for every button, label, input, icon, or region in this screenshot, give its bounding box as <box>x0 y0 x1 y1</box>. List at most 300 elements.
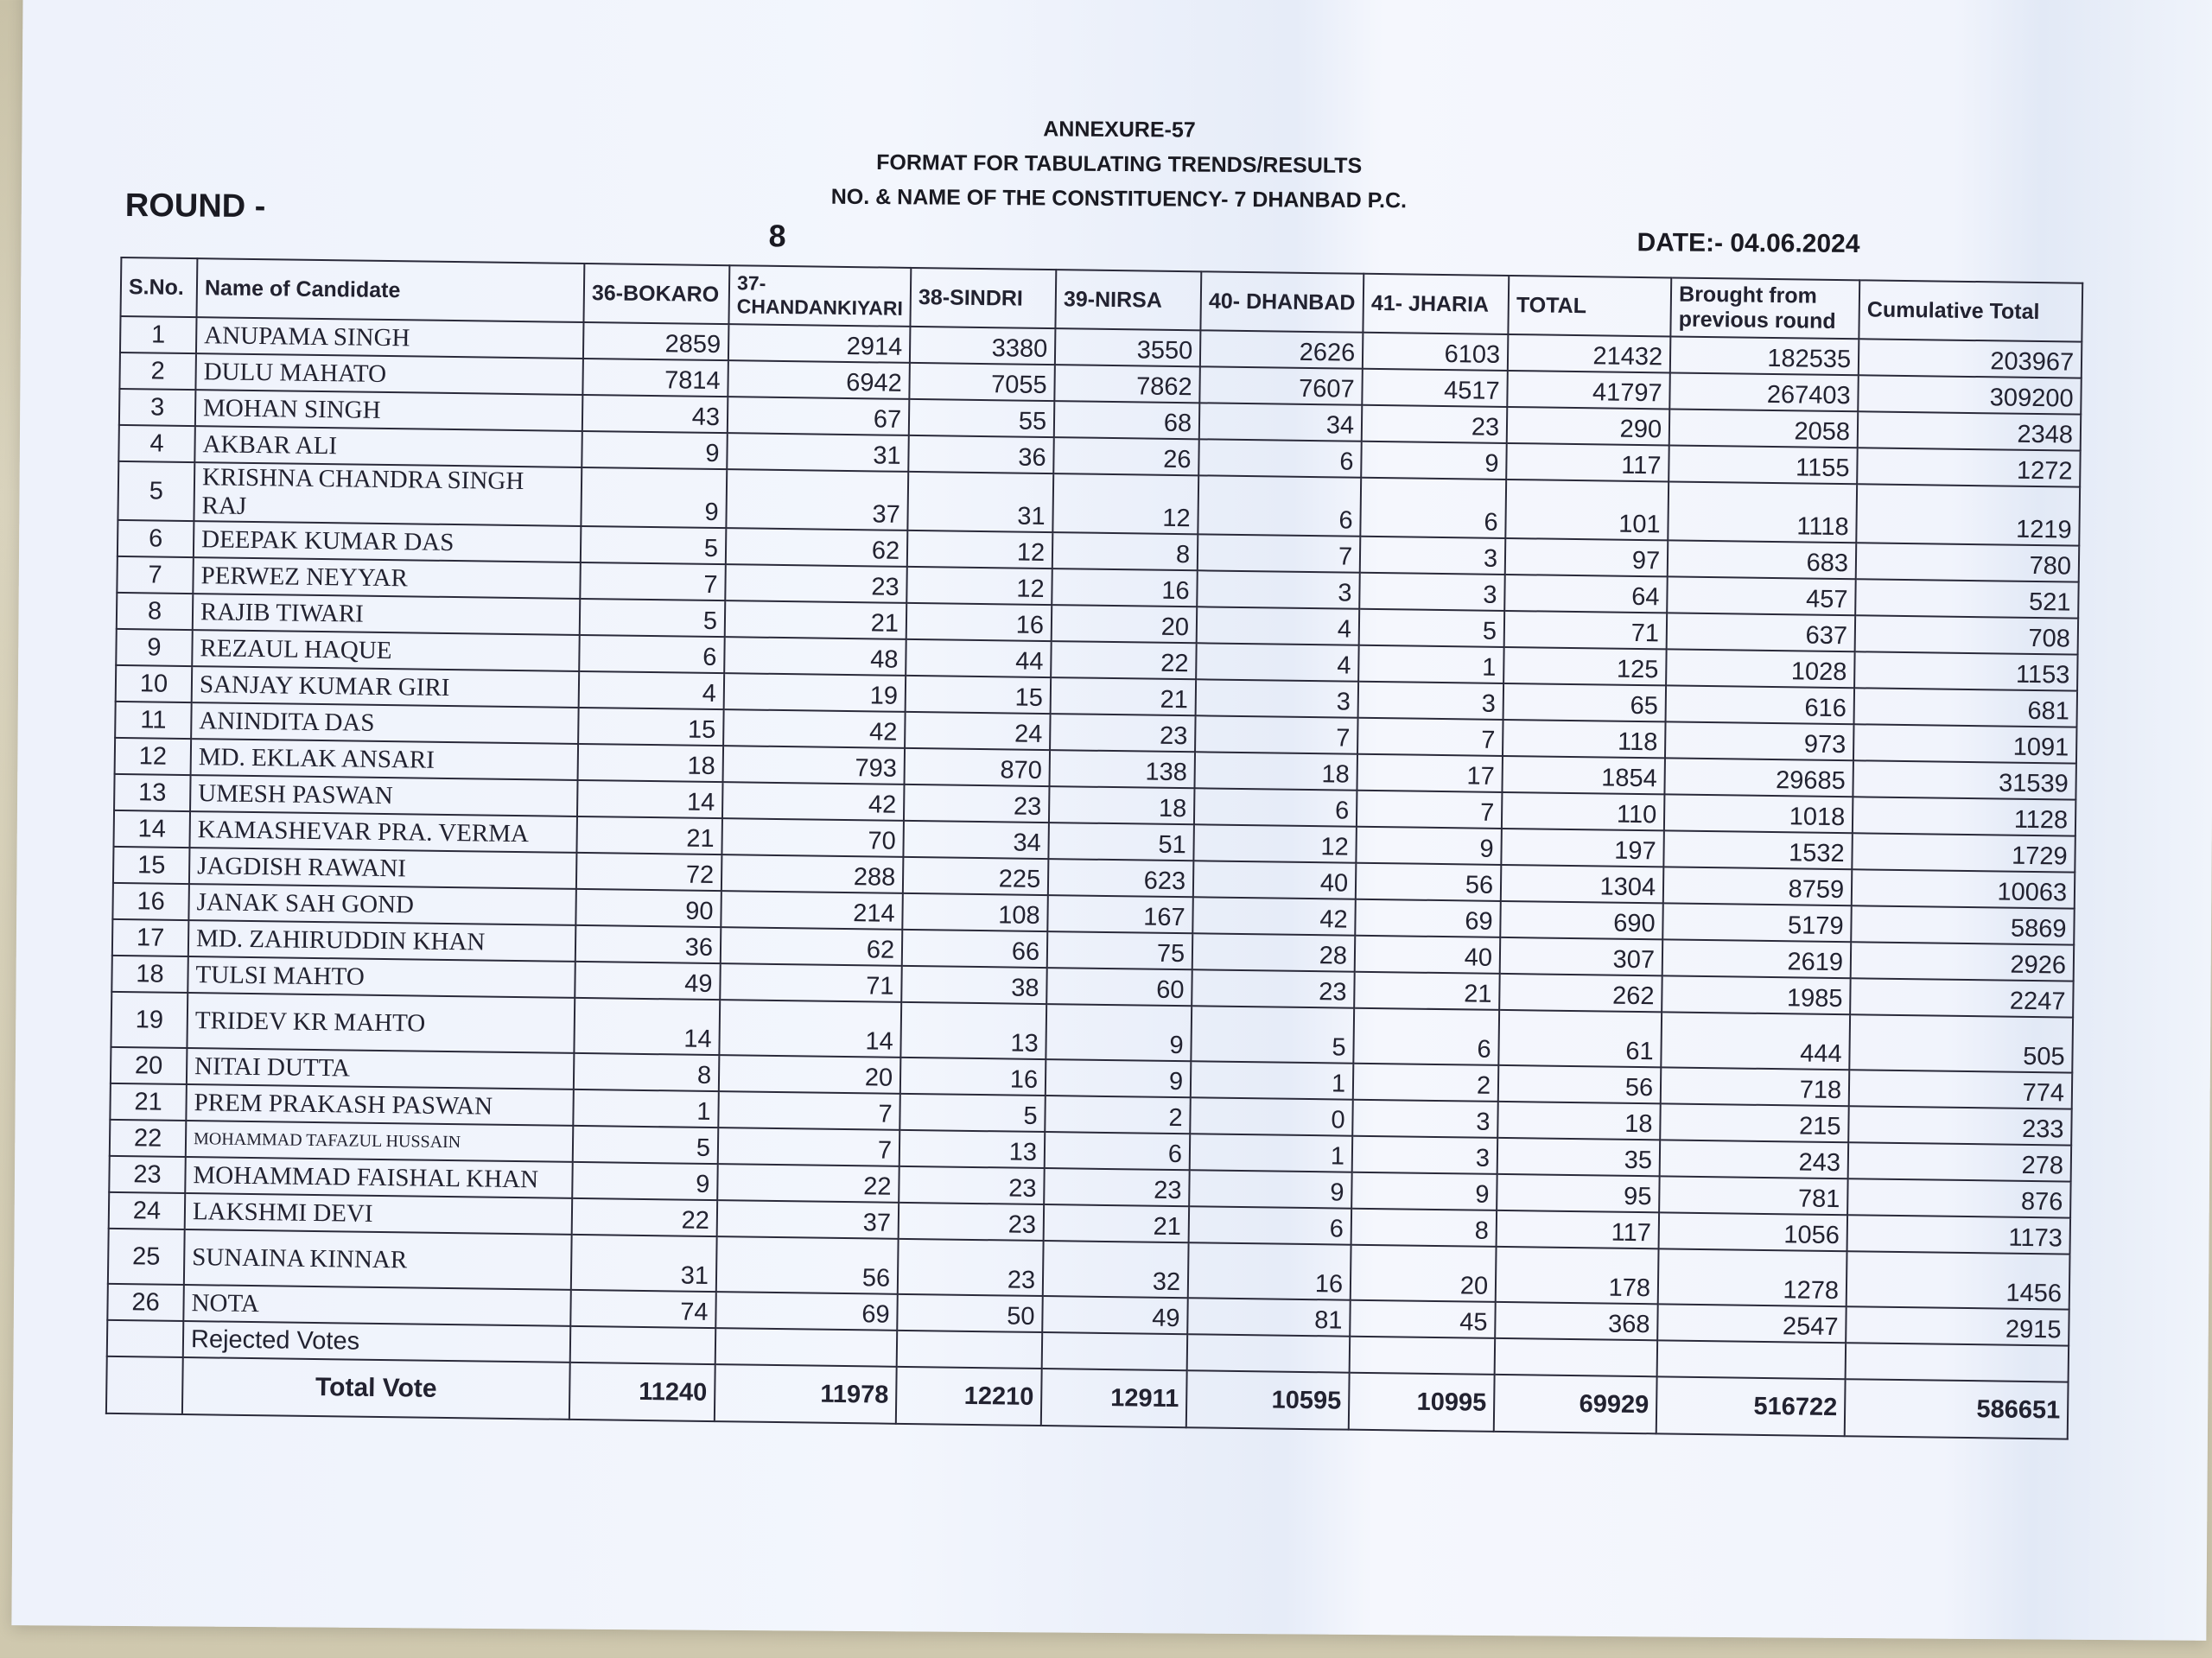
votes-brought-forward: 1028 <box>1666 649 1855 688</box>
empty-cell <box>1350 1337 1496 1375</box>
votes-nirsa: 21 <box>1051 677 1197 715</box>
votes-chandankiyari: 37 <box>717 1200 899 1239</box>
total-cumulative-total: 586651 <box>1845 1379 2069 1439</box>
votes-cumulative-total: 876 <box>1847 1178 2071 1217</box>
votes-total: 101 <box>1505 480 1669 540</box>
candidate-name: PERWEZ NEYYAR <box>193 557 581 599</box>
votes-sindri: 23 <box>904 785 1050 823</box>
total-sindri: 12210 <box>896 1367 1042 1426</box>
candidate-name: MD. ZAHIRUDDIN KHAN <box>188 920 576 962</box>
votes-nirsa: 32 <box>1043 1241 1189 1298</box>
votes-jharia: 6103 <box>1363 333 1509 371</box>
total-bokaro: 11240 <box>569 1363 715 1421</box>
votes-brought-forward: 8759 <box>1663 867 1853 905</box>
votes-nirsa: 12 <box>1052 473 1198 534</box>
votes-bokaro: 18 <box>578 744 724 782</box>
votes-cumulative-total: 1153 <box>1854 651 2078 690</box>
votes-brought-forward: 1118 <box>1668 481 1857 543</box>
votes-jharia: 69 <box>1355 899 1501 937</box>
votes-cumulative-total: 309200 <box>1858 375 2082 414</box>
votes-cumulative-total: 233 <box>1848 1106 2072 1145</box>
votes-nirsa: 18 <box>1049 786 1195 824</box>
votes-bokaro: 1 <box>573 1089 719 1128</box>
candidate-name: DEEPAK KUMAR DAS <box>194 521 582 562</box>
votes-brought-forward: 1278 <box>1658 1248 1847 1306</box>
votes-total: 41797 <box>1507 371 1670 409</box>
serial-number: 25 <box>108 1229 185 1285</box>
candidate-name: TRIDEV KR MAHTO <box>187 993 575 1053</box>
constituency-title: NO. & NAME OF THE CONSTITUENCY- 7 DHANBAD P.C. <box>830 184 1408 213</box>
votes-jharia: 2 <box>1353 1064 1499 1102</box>
votes-chandankiyari: 67 <box>728 397 910 435</box>
header-ac38: 38-SINDRI <box>911 268 1057 328</box>
votes-cumulative-total: 1729 <box>1852 833 2075 872</box>
votes-total: 117 <box>1506 443 1669 481</box>
votes-nirsa: 138 <box>1050 750 1196 788</box>
serial-number: 23 <box>109 1156 186 1193</box>
votes-chandankiyari: 42 <box>723 709 906 748</box>
votes-sindri: 31 <box>907 472 1053 532</box>
votes-sindri: 225 <box>903 857 1049 895</box>
votes-chandankiyari: 6942 <box>728 360 910 399</box>
votes-chandankiyari: 69 <box>715 1292 898 1331</box>
votes-sindri: 16 <box>906 603 1052 641</box>
votes-sindri: 870 <box>905 748 1051 786</box>
votes-total: 197 <box>1501 829 1664 867</box>
votes-bokaro: 7 <box>580 562 726 600</box>
document-header <box>22 105 2212 224</box>
votes-jharia: 21 <box>1354 972 1500 1010</box>
votes-bokaro: 43 <box>582 395 728 433</box>
candidate-name: JAGDISH RAWANI <box>189 848 577 889</box>
votes-nirsa: 20 <box>1052 605 1198 643</box>
votes-cumulative-total: 5869 <box>1851 905 2075 944</box>
votes-sindri: 66 <box>902 930 1048 968</box>
votes-brought-forward: 683 <box>1668 540 1857 579</box>
candidate-name: MOHAMMAD FAISHAL KHAN <box>185 1157 573 1198</box>
serial-number: 4 <box>118 425 195 462</box>
votes-sindri: 13 <box>899 1130 1046 1168</box>
votes-brought-forward: 1155 <box>1669 445 1858 484</box>
votes-chandankiyari: 7 <box>718 1091 900 1130</box>
votes-bokaro: 49 <box>575 962 721 1000</box>
candidate-name: NOTA <box>183 1285 571 1326</box>
votes-total: 61 <box>1498 1010 1662 1067</box>
votes-jharia: 7 <box>1357 718 1503 756</box>
votes-total: 307 <box>1500 937 1663 975</box>
candidate-name: MD. EKLAK ANSARI <box>191 739 579 780</box>
votes-jharia: 5 <box>1359 609 1505 647</box>
votes-dhanbad: 81 <box>1187 1298 1351 1336</box>
votes-jharia: 7 <box>1357 791 1503 829</box>
votes-cumulative-total: 31539 <box>1853 760 2077 799</box>
serial-number: 3 <box>119 389 196 426</box>
candidate-name: RAJIB TIWARI <box>193 594 581 635</box>
empty-cell <box>1846 1343 2069 1382</box>
empty-cell <box>1042 1332 1188 1370</box>
votes-dhanbad: 1 <box>1191 1061 1354 1099</box>
votes-bokaro: 21 <box>576 816 722 854</box>
votes-brought-forward: 1532 <box>1663 830 1853 869</box>
votes-bokaro: 7814 <box>582 359 728 397</box>
votes-bokaro: 72 <box>576 853 722 891</box>
votes-total: 65 <box>1503 683 1667 721</box>
candidate-name: KRISHNA CHANDRA SINGH RAJ <box>194 462 582 526</box>
votes-total: 95 <box>1497 1174 1660 1212</box>
votes-total: 21432 <box>1508 334 1671 372</box>
votes-chandankiyari: 19 <box>724 673 906 712</box>
votes-total: 290 <box>1507 407 1670 445</box>
votes-nirsa: 3550 <box>1055 328 1201 366</box>
votes-cumulative-total: 2247 <box>1850 978 2074 1017</box>
votes-bokaro: 9 <box>572 1162 718 1200</box>
votes-cumulative-total: 521 <box>1855 579 2079 618</box>
votes-brought-forward: 1056 <box>1659 1212 1848 1251</box>
votes-total: 1304 <box>1501 865 1664 903</box>
votes-jharia: 3 <box>1359 573 1505 611</box>
votes-nirsa: 6 <box>1045 1132 1191 1170</box>
votes-brought-forward: 616 <box>1666 685 1855 724</box>
votes-cumulative-total: 681 <box>1854 688 2078 727</box>
votes-total: 1854 <box>1503 756 1666 794</box>
votes-total: 118 <box>1503 720 1666 758</box>
total-nirsa: 12911 <box>1041 1369 1187 1427</box>
header-prev: Brought from previous round <box>1670 277 1859 339</box>
round-label: ROUND - <box>124 187 266 226</box>
serial-number: 24 <box>109 1192 186 1229</box>
empty-cell <box>107 1320 184 1357</box>
header-cumulative: Cumulative Total <box>1859 280 2082 341</box>
votes-bokaro: 5 <box>573 1126 719 1164</box>
empty-cell <box>1187 1334 1351 1372</box>
votes-sindri: 24 <box>905 712 1051 750</box>
serial-number: 13 <box>114 774 191 811</box>
votes-total: 56 <box>1498 1065 1662 1103</box>
serial-number: 21 <box>110 1083 187 1121</box>
votes-sindri: 36 <box>908 435 1054 473</box>
votes-brought-forward: 444 <box>1661 1012 1850 1070</box>
votes-bokaro: 6 <box>579 635 725 673</box>
votes-jharia: 3 <box>1352 1100 1498 1138</box>
votes-nirsa: 23 <box>1044 1168 1190 1206</box>
votes-jharia: 6 <box>1360 478 1506 538</box>
votes-brought-forward: 182535 <box>1670 336 1859 375</box>
total-total: 69929 <box>1494 1375 1657 1433</box>
votes-dhanbad: 7 <box>1198 534 1361 572</box>
votes-dhanbad: 3 <box>1196 679 1359 717</box>
votes-dhanbad: 2626 <box>1200 330 1363 368</box>
candidate-name: NITAI DUTTA <box>187 1048 575 1089</box>
votes-sindri: 44 <box>906 639 1052 677</box>
votes-total: 690 <box>1500 901 1663 939</box>
votes-cumulative-total: 1173 <box>1847 1215 2071 1254</box>
votes-jharia: 9 <box>1361 441 1507 480</box>
votes-dhanbad: 16 <box>1188 1242 1351 1299</box>
votes-chandankiyari: 14 <box>719 1000 901 1058</box>
header-total: TOTAL <box>1508 276 1671 336</box>
votes-total: 97 <box>1505 538 1669 576</box>
votes-cumulative-total: 203967 <box>1859 339 2082 378</box>
serial-number: 7 <box>117 556 194 594</box>
serial-number: 19 <box>111 992 188 1048</box>
votes-nirsa: 8 <box>1052 532 1198 570</box>
votes-jharia: 4517 <box>1362 369 1508 407</box>
votes-brought-forward: 5179 <box>1662 903 1852 942</box>
serial-number: 8 <box>117 593 194 630</box>
votes-dhanbad: 42 <box>1192 897 1356 935</box>
votes-brought-forward: 29685 <box>1665 758 1854 797</box>
votes-jharia: 3 <box>1352 1136 1498 1174</box>
votes-dhanbad: 18 <box>1195 752 1358 790</box>
total-jharia: 10995 <box>1349 1373 1495 1432</box>
votes-brought-forward: 781 <box>1659 1176 1848 1215</box>
votes-chandankiyari: 71 <box>720 963 902 1002</box>
votes-dhanbad: 0 <box>1190 1097 1353 1135</box>
candidate-name: TULSI MAHTO <box>188 956 575 998</box>
candidate-name: ANINDITA DAS <box>191 702 579 744</box>
votes-nirsa: 23 <box>1050 714 1196 752</box>
total-chandankiyari: 11978 <box>715 1364 897 1424</box>
votes-jharia: 6 <box>1353 1008 1499 1065</box>
votes-total: 178 <box>1496 1247 1659 1304</box>
votes-bokaro: 8 <box>574 1053 720 1091</box>
candidate-name: ANUPAMA SINGH <box>196 317 584 359</box>
votes-brought-forward: 1985 <box>1662 975 1851 1014</box>
serial-number: 6 <box>118 520 194 557</box>
votes-brought-forward: 2619 <box>1662 939 1852 978</box>
candidate-name: AKBAR ALI <box>194 426 582 467</box>
votes-brought-forward: 243 <box>1660 1140 1849 1178</box>
votes-dhanbad: 1 <box>1190 1134 1353 1172</box>
votes-nirsa: 51 <box>1049 823 1195 861</box>
votes-bokaro: 5 <box>581 526 727 564</box>
votes-nirsa: 21 <box>1044 1204 1190 1242</box>
votes-dhanbad: 6 <box>1198 439 1362 477</box>
votes-jharia: 17 <box>1357 754 1503 792</box>
votes-bokaro: 2859 <box>583 322 729 360</box>
serial-number: 20 <box>111 1047 188 1084</box>
votes-chandankiyari: 21 <box>725 600 907 639</box>
votes-sindri: 23 <box>899 1166 1045 1204</box>
votes-dhanbad: 23 <box>1192 969 1355 1007</box>
votes-total: 110 <box>1502 792 1665 830</box>
votes-total: 71 <box>1504 611 1668 649</box>
serial-number: 12 <box>115 738 192 775</box>
votes-nirsa: 2 <box>1045 1096 1191 1134</box>
votes-jharia: 3 <box>1358 682 1504 720</box>
header-name: Name of Candidate <box>197 258 585 322</box>
votes-sindri: 5 <box>899 1094 1046 1132</box>
votes-sindri: 23 <box>898 1239 1044 1296</box>
empty-cell <box>715 1328 898 1367</box>
candidate-name: SUNAINA KINNAR <box>184 1229 572 1290</box>
serial-number: 14 <box>113 810 190 848</box>
votes-total: 117 <box>1497 1210 1660 1248</box>
votes-sindri: 3380 <box>910 327 1056 365</box>
votes-cumulative-total: 2915 <box>1846 1306 2069 1345</box>
votes-dhanbad: 40 <box>1193 861 1357 899</box>
annexure-title: ANNEXURE-57 <box>1043 117 1196 143</box>
votes-total: 18 <box>1497 1102 1661 1140</box>
date-label: DATE:- 04.06.2024 <box>1637 228 1860 259</box>
votes-nirsa: 68 <box>1054 401 1200 439</box>
candidate-name: JANAK SAH GOND <box>188 884 576 925</box>
candidate-name: SANJAY KUMAR GIRI <box>192 666 580 708</box>
votes-bokaro: 9 <box>581 467 727 528</box>
votes-cumulative-total: 1128 <box>1853 797 2076 835</box>
votes-brought-forward: 457 <box>1667 576 1856 615</box>
votes-sindri: 16 <box>900 1058 1046 1096</box>
votes-sindri: 108 <box>902 893 1048 931</box>
votes-bokaro: 4 <box>579 671 725 709</box>
candidate-name: DULU MAHATO <box>195 353 583 395</box>
votes-jharia: 9 <box>1351 1172 1497 1210</box>
votes-dhanbad: 9 <box>1189 1170 1352 1208</box>
candidate-name: MOHAN SINGH <box>195 390 583 431</box>
header-ac37: 37-CHANDANKIYARI <box>728 265 911 327</box>
total-dhanbad: 10595 <box>1186 1370 1350 1429</box>
votes-bokaro: 90 <box>575 889 721 927</box>
votes-sindri: 12 <box>906 567 1052 605</box>
votes-nirsa: 623 <box>1048 859 1194 897</box>
votes-nirsa: 60 <box>1046 968 1192 1006</box>
votes-dhanbad: 4 <box>1196 643 1359 681</box>
votes-brought-forward: 2058 <box>1669 409 1859 448</box>
votes-brought-forward: 2547 <box>1657 1304 1847 1343</box>
votes-jharia: 40 <box>1355 936 1501 974</box>
candidate-name: PREM PRAKASH PASWAN <box>186 1084 574 1126</box>
votes-bokaro: 9 <box>582 431 728 469</box>
votes-brought-forward: 215 <box>1660 1103 1849 1142</box>
votes-sindri: 15 <box>906 676 1052 714</box>
votes-dhanbad: 7 <box>1195 715 1358 753</box>
votes-chandankiyari: 214 <box>721 891 903 930</box>
votes-bokaro: 36 <box>575 925 721 963</box>
votes-brought-forward: 267403 <box>1669 372 1859 411</box>
votes-sindri: 12 <box>907 530 1053 569</box>
votes-total: 64 <box>1504 575 1668 613</box>
votes-chandankiyari: 62 <box>726 528 908 567</box>
serial-number: 2 <box>119 353 196 390</box>
votes-chandankiyari: 7 <box>718 1128 900 1166</box>
votes-brought-forward: 1018 <box>1664 794 1853 833</box>
votes-dhanbad: 12 <box>1193 824 1357 862</box>
candidate-name: LAKSHMI DEVI <box>185 1193 573 1235</box>
header-sno: S.No. <box>121 257 198 317</box>
votes-bokaro: 14 <box>574 998 720 1055</box>
candidate-name: MOHAMMAD TAFAZUL HUSSAIN <box>186 1121 574 1162</box>
votes-dhanbad: 4 <box>1197 607 1360 645</box>
votes-sindri: 23 <box>899 1203 1045 1241</box>
votes-cumulative-total: 2348 <box>1858 411 2082 450</box>
votes-sindri: 55 <box>909 399 1055 437</box>
votes-total: 262 <box>1499 974 1662 1012</box>
votes-chandankiyari: 2914 <box>728 324 911 363</box>
votes-cumulative-total: 505 <box>1849 1014 2073 1072</box>
votes-sindri: 13 <box>900 1002 1046 1059</box>
votes-chandankiyari: 48 <box>724 637 906 676</box>
format-title: FORMAT FOR TABULATING TRENDS/RESULTS <box>876 150 1363 178</box>
votes-cumulative-total: 1219 <box>1856 484 2080 545</box>
votes-cumulative-total: 774 <box>1849 1070 2073 1109</box>
votes-nirsa: 167 <box>1047 895 1193 933</box>
votes-chandankiyari: 288 <box>721 854 904 893</box>
rejected-votes-label: Rejected Votes <box>183 1321 571 1363</box>
serial-number: 10 <box>116 665 193 702</box>
votes-bokaro: 22 <box>572 1198 718 1236</box>
total-brought-forward: 516722 <box>1656 1376 1846 1436</box>
votes-chandankiyari: 37 <box>726 469 908 530</box>
votes-bokaro: 74 <box>570 1290 716 1328</box>
votes-bokaro: 15 <box>578 708 724 746</box>
votes-nirsa: 16 <box>1052 569 1198 607</box>
candidate-name: UMESH PASWAN <box>190 775 578 816</box>
serial-number: 5 <box>118 461 194 521</box>
votes-cumulative-total: 1091 <box>1853 724 2077 763</box>
votes-nirsa: 49 <box>1042 1296 1188 1334</box>
votes-nirsa: 75 <box>1047 931 1193 969</box>
empty-cell <box>897 1331 1043 1369</box>
serial-number: 26 <box>107 1284 184 1321</box>
votes-bokaro: 31 <box>571 1235 717 1292</box>
votes-jharia: 9 <box>1356 827 1502 865</box>
votes-dhanbad: 6 <box>1198 475 1361 536</box>
votes-dhanbad: 7607 <box>1199 366 1363 404</box>
serial-number: 22 <box>110 1120 187 1157</box>
votes-dhanbad: 5 <box>1191 1006 1354 1063</box>
empty-cell <box>1657 1340 1847 1379</box>
votes-brought-forward: 973 <box>1665 721 1854 760</box>
votes-total: 35 <box>1497 1138 1661 1176</box>
votes-sindri: 50 <box>897 1294 1043 1332</box>
votes-brought-forward: 637 <box>1667 613 1856 651</box>
votes-cumulative-total: 1272 <box>1857 448 2081 486</box>
empty-cell <box>106 1356 183 1414</box>
votes-dhanbad: 28 <box>1192 933 1356 971</box>
candidate-name: REZAUL HAQUE <box>192 630 580 671</box>
votes-jharia: 20 <box>1351 1245 1497 1302</box>
votes-bokaro: 5 <box>580 599 726 637</box>
header-ac36: 36-BOKARO <box>583 264 729 324</box>
votes-total: 368 <box>1495 1302 1658 1340</box>
votes-chandankiyari: 23 <box>725 564 907 603</box>
votes-cumulative-total: 2926 <box>1851 942 2075 981</box>
votes-jharia: 56 <box>1356 863 1502 901</box>
votes-jharia: 8 <box>1351 1209 1497 1247</box>
round-number: 8 <box>768 218 786 254</box>
serial-number: 9 <box>116 629 193 666</box>
serial-number: 18 <box>111 956 188 993</box>
serial-number: 17 <box>112 919 189 956</box>
votes-nirsa: 9 <box>1046 1004 1192 1061</box>
votes-cumulative-total: 1456 <box>1847 1251 2070 1309</box>
votes-chandankiyari: 56 <box>716 1236 899 1294</box>
serial-number: 16 <box>112 883 189 920</box>
empty-cell <box>1495 1338 1658 1376</box>
votes-chandankiyari: 31 <box>727 433 909 472</box>
votes-chandankiyari: 70 <box>721 818 904 857</box>
serial-number: 11 <box>115 702 192 739</box>
header-ac40: 40- DHANBAD <box>1201 271 1364 332</box>
header-ac41: 41- JHARIA <box>1363 274 1510 334</box>
votes-dhanbad: 3 <box>1197 570 1360 608</box>
votes-chandankiyari: 22 <box>717 1164 899 1203</box>
votes-dhanbad: 6 <box>1189 1206 1352 1244</box>
votes-dhanbad: 34 <box>1199 403 1363 441</box>
votes-cumulative-total: 278 <box>1848 1142 2072 1181</box>
votes-sindri: 38 <box>901 966 1047 1004</box>
votes-brought-forward: 718 <box>1661 1067 1850 1106</box>
